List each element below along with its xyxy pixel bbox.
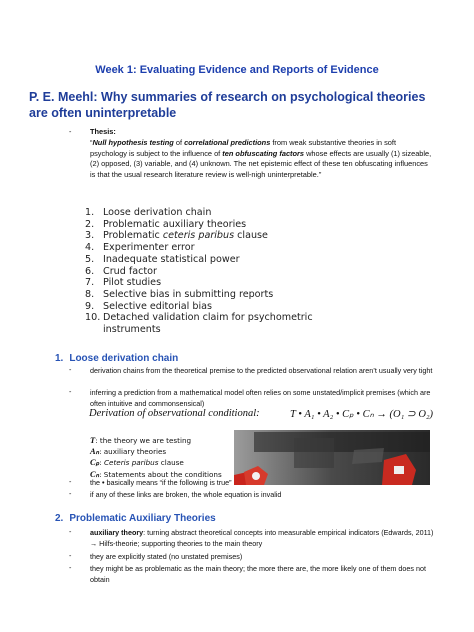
definition-symbol: Aₙ bbox=[90, 446, 100, 457]
list-item bbox=[85, 301, 345, 313]
section-heading: P. E. Meehl: Why summaries of research on psychological theories are often uninterpretable bbox=[29, 90, 426, 120]
bullet-dash: - bbox=[69, 127, 72, 136]
thesis-paragraph bbox=[90, 127, 435, 181]
bullet-text: they might be as problematic as the main theory; the more there are, the more likely one of them does not obtain bbox=[90, 564, 426, 584]
list-number: 2. bbox=[85, 218, 95, 230]
bullet-dash: - bbox=[69, 477, 72, 486]
section-title: Loose derivation chain bbox=[69, 353, 179, 364]
list-item bbox=[85, 207, 345, 219]
section-number: 1. bbox=[55, 353, 64, 364]
section-number: 2. bbox=[55, 513, 64, 524]
bullet-dash: - bbox=[69, 387, 72, 396]
list-number: 8. bbox=[85, 288, 95, 300]
list-text: Loose derivation chain bbox=[103, 207, 212, 218]
bullet-text: inferring a prediction from a mathematical model often relies on some unstated/implicit premises (which are often intuitive and commonsensical) bbox=[90, 388, 431, 408]
list-item bbox=[85, 242, 345, 254]
bullet-dash: - bbox=[69, 551, 72, 560]
bullet-text-part: basically means “if the following is true” bbox=[104, 478, 232, 487]
list-item bbox=[85, 266, 345, 278]
list-number: 6. bbox=[85, 265, 95, 277]
list-text: Selective editorial bias bbox=[103, 300, 213, 312]
document-title: Week 1: Evaluating Evidence and Reports of Evidence bbox=[95, 64, 379, 76]
bullet-text: derivation chains from the theoretical premise to the predicted observational relation aren’t usually very tight bbox=[90, 366, 433, 375]
bullet-text: if any of these links are broken, the whole equation is invalid bbox=[90, 490, 282, 499]
definition-text: : bbox=[99, 458, 105, 468]
section-2-heading bbox=[55, 513, 216, 524]
list-number: 5. bbox=[85, 253, 95, 265]
list-text: Pilot studies bbox=[103, 277, 162, 289]
list-number: 7. bbox=[85, 277, 95, 289]
list-text-italic: ceteris paribus bbox=[162, 230, 235, 242]
bullet-dot-symbol: • bbox=[102, 478, 105, 487]
list-number: 3. bbox=[85, 230, 95, 242]
list-text: Problematic bbox=[103, 230, 163, 242]
list-item bbox=[85, 312, 345, 335]
list-text: clause bbox=[234, 230, 268, 242]
bullet-text: they are explicitly stated (no unstated premises) bbox=[90, 552, 243, 561]
bullet-dash: - bbox=[69, 365, 72, 374]
bullet-text-part: the bbox=[90, 478, 102, 487]
thesis-label: Thesis: bbox=[90, 127, 116, 136]
section-title: Problematic Auxiliary Theories bbox=[69, 513, 216, 524]
list-number: 9. bbox=[85, 300, 95, 312]
thesis-term-1: Null hypothesis testing bbox=[92, 137, 174, 147]
list-number: 4. bbox=[85, 242, 95, 254]
thesis-text: of bbox=[173, 137, 185, 147]
list-item bbox=[85, 277, 345, 289]
obfuscating-factors-list bbox=[85, 207, 345, 336]
list-number: 1. bbox=[85, 207, 95, 218]
bullet-text bbox=[90, 527, 440, 549]
thesis-term-2: correlational predictions bbox=[184, 137, 271, 147]
list-text: Detached validation claim for psychometric instruments bbox=[103, 312, 313, 336]
definition-text-italic: Ceteris paribus bbox=[104, 458, 159, 468]
bullet-text-part: : turning abstract theoretical concepts into measurable empirical indicators (Edwards, 2011) → Hilfs-theorie; supporting theories to the main theory bbox=[90, 528, 434, 548]
bullet-text bbox=[90, 477, 440, 488]
bullet-dash: - bbox=[69, 527, 72, 536]
open-quote: “ bbox=[90, 137, 93, 147]
thesis-text: whose effects are usually (1) sizeable, (2) opposed, (3) variable, and (4) unknown. The net epistemic effect of these ten obfuscating influences is that the usual research literature review is well-nigh uninterpretable.” bbox=[90, 148, 432, 180]
section-1-heading bbox=[55, 353, 178, 364]
bullet-dash: - bbox=[69, 563, 72, 572]
list-item bbox=[85, 230, 345, 242]
bullet-bold-term: auxiliary theory bbox=[90, 528, 144, 537]
list-text: Experimenter error bbox=[103, 242, 195, 254]
formula: T • A₁ • A₂ • Cₚ • Cₙ → (O₁ ⊃ O₂) bbox=[290, 409, 434, 420]
definition-symbol: T bbox=[90, 435, 96, 445]
definition-symbol: Cₙ bbox=[90, 468, 100, 479]
definition-symbol: Cₚ bbox=[90, 457, 100, 468]
formula-label: Derivation of observational conditional: bbox=[89, 408, 260, 419]
definition-text: clause bbox=[158, 458, 184, 468]
definition-text: : auxiliary theories bbox=[99, 447, 167, 457]
list-item bbox=[85, 219, 345, 231]
list-item bbox=[85, 254, 345, 266]
definition-text: : the theory we are testing bbox=[95, 436, 192, 445]
list-text: Inadequate statistical power bbox=[103, 253, 240, 265]
list-text: Problematic auxiliary theories bbox=[103, 218, 247, 230]
list-number: 10. bbox=[85, 312, 101, 324]
list-text: Crud factor bbox=[103, 265, 157, 277]
list-item bbox=[85, 289, 345, 301]
thesis-term-3: ten obfuscating factors bbox=[222, 148, 305, 158]
list-text: Selective bias in submitting reports bbox=[103, 288, 274, 300]
thesis-text: from weak substantive theories in soft psychology is subject to the influence of bbox=[90, 137, 397, 158]
bullet-dash: - bbox=[69, 489, 72, 498]
definition-text: : Statements about the conditions bbox=[99, 469, 222, 479]
